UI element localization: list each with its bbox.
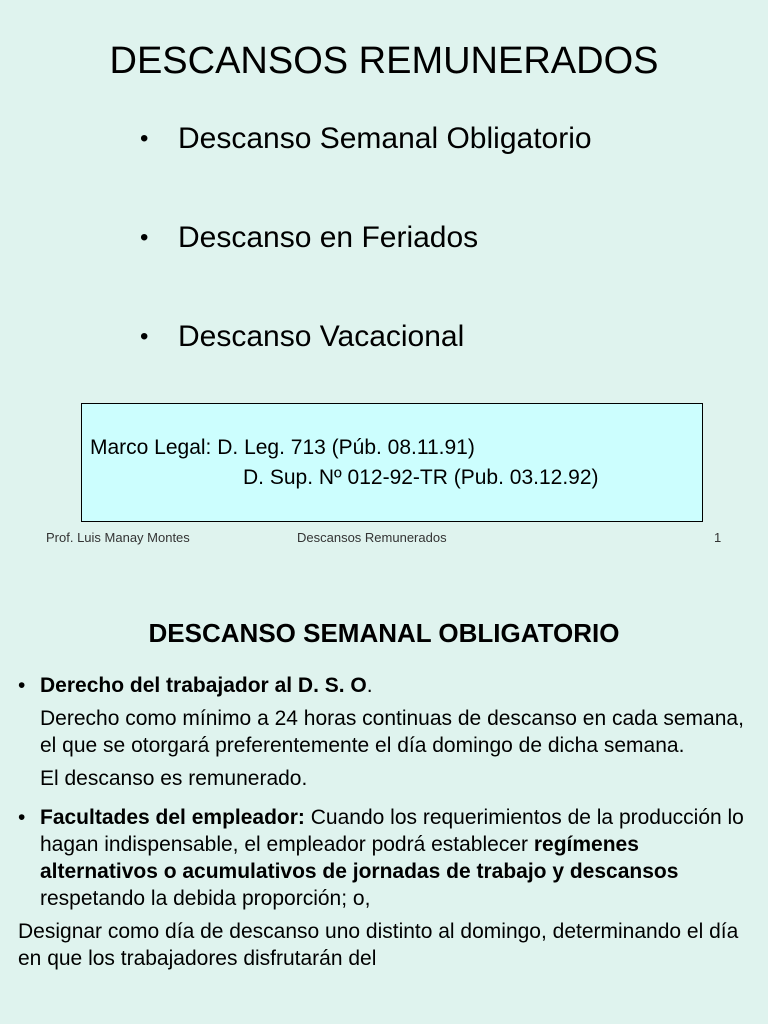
bold-text: regímenes alternativos o acumulativos de jornadas de trabajo y descansos bbox=[40, 833, 679, 883]
list-item: • Facultades del empleador: Cuando los requerimientos de la producción lo hagan indispensable, el empleador podrá establecer regímenes alternativos o acumulativos de jornadas de trabajo y descansos respetando la debida proporción; o, bbox=[18, 806, 744, 910]
list-item: • Derecho del trabajador al D. S. O. bbox=[18, 674, 373, 697]
list-item: • Descanso Vacacional bbox=[140, 316, 592, 415]
slide-2 bbox=[0, 556, 768, 1024]
bullet-heading: Derecho del trabajador al D. S. O bbox=[40, 674, 367, 697]
legal-line-1: Marco Legal: D. Leg. 713 (Púb. 08.11.91) bbox=[90, 436, 475, 459]
paragraph: Designar como día de descanso uno distinto al domingo, determinando el día en que los trabajadores disfrutarán del bbox=[18, 920, 739, 970]
footer-author: Prof. Luis Manay Montes bbox=[46, 530, 190, 545]
legal-line-2: D. Sup. Nº 012-92-TR (Pub. 03.12.92) bbox=[243, 466, 599, 489]
legal-framework-box bbox=[81, 403, 703, 522]
bullet-icon: • bbox=[140, 323, 149, 350]
bullet-icon: • bbox=[140, 224, 149, 251]
bold-text: Facultades del empleador: bbox=[40, 806, 305, 829]
list-item: • Descanso en Feriados bbox=[140, 217, 592, 316]
slide-body bbox=[18, 672, 748, 972]
paragraph: Derecho como mínimo a 24 horas continuas de descanso en cada semana, el que se otorgará preferentemente el día domingo de dicha semana. bbox=[40, 707, 744, 757]
topic-list bbox=[140, 118, 592, 415]
slide-title: DESCANSOS REMUNERADOS bbox=[109, 40, 659, 82]
paragraph: El descanso es remunerado. bbox=[40, 767, 308, 790]
page-number: 1 bbox=[714, 530, 722, 545]
slide-title: DESCANSO SEMANAL OBLIGATORIO bbox=[148, 618, 620, 648]
bullet-icon: • bbox=[18, 806, 26, 829]
bullet-icon: • bbox=[140, 125, 149, 152]
footer-title: Descansos Remunerados bbox=[297, 530, 447, 545]
list-item: • Descanso Semanal Obligatorio bbox=[140, 118, 592, 217]
bullet-icon: • bbox=[18, 674, 26, 697]
